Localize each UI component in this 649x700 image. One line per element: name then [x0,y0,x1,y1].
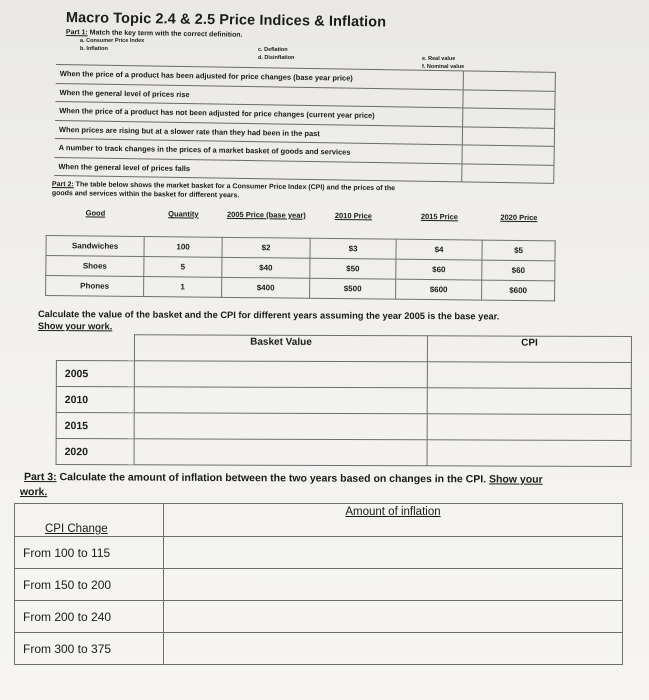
answer-cell[interactable] [462,145,554,164]
table-cell: $60 [396,259,482,280]
part3-instruction [19,470,624,503]
answer-cell[interactable] [462,164,554,183]
cpi-change-label: From 150 to 200 [15,569,164,601]
year-label: 2020 [56,439,134,465]
inflation-row [15,537,623,569]
inflation-answer-cell[interactable] [164,537,623,569]
basket-value-cell[interactable] [134,413,427,440]
calc-instruction [38,308,500,334]
cpi-cell[interactable] [427,388,631,415]
inflation-row [15,633,623,665]
table-cell: Sandwiches [46,236,144,257]
answer-cell[interactable] [464,71,556,90]
inflation-row [15,569,623,601]
answer-cell[interactable] [463,90,555,109]
cpi-change-label: From 200 to 240 [15,601,164,633]
inflation-answer-cell[interactable] [164,633,623,665]
column-header: 2020 Price [500,212,538,223]
cpi-row [56,387,631,415]
basket-value-cell[interactable] [134,387,427,414]
table-cell: $60 [482,260,555,281]
part2-heading: Part 2: [51,180,74,189]
term-b: b. Inflation [80,46,108,52]
table-cell: $600 [482,280,555,301]
cpi-header: CPI [427,336,631,363]
answer-cell[interactable] [463,108,555,127]
basket-value-cell[interactable] [134,439,427,466]
table-cell: 100 [144,237,222,258]
column-header: 2015 Price [420,211,459,222]
definition-text: When prices are rising but at a slower rate than they had been in the past [55,120,463,144]
table-cell: Shoes [46,256,144,277]
basket-value-header: Basket Value [134,335,427,362]
part2-intro-line1: The table below shows the market basket for a Consumer Price Index (CPI) and the prices of the [75,181,396,193]
cpi-header-row [56,335,631,363]
definitions-table [54,64,556,184]
column-header: Quantity [168,209,199,219]
amount-of-inflation-header: Amount of inflation [164,504,623,537]
part3-heading: Part 3: [23,471,57,484]
inflation-answer-cell[interactable] [164,569,623,601]
table-cell: $2 [222,237,310,258]
definition-text: A number to track changes in the prices of a market basket of goods and services [55,139,463,163]
table-cell: $50 [310,258,396,279]
market-basket-table [45,206,556,301]
answer-cell[interactable] [463,127,555,146]
year-label: 2010 [56,387,134,413]
column-header: 2005 Price (base year) [226,209,306,220]
table-cell: $600 [396,279,482,300]
inflation-row [15,601,623,633]
table-row [46,276,555,301]
table-cell: Phones [46,276,144,297]
cpi-cell[interactable] [427,362,631,389]
basket-value-cell[interactable] [134,361,427,388]
cpi-change-header: CPI Change [15,504,164,537]
part1-instruction: Match the key term with the correct definition. [89,29,243,39]
definition-text: When the price of a product has not been adjusted for price changes (current year price) [55,102,463,126]
table-cell: $400 [222,277,310,298]
show-work-label: Show your [488,473,543,486]
column-header: 2010 Price [334,211,373,221]
cpi-row [56,439,631,467]
page-title: Macro Topic 2.4 & 2.5 Price Indices & Inflation [65,10,387,31]
show-work-label: work. [19,485,48,499]
year-label: 2005 [56,361,134,387]
cpi-row [56,413,631,441]
cpi-header-blank [56,335,134,361]
cpi-cell[interactable] [427,440,631,467]
cpi-row [56,361,631,389]
term-f: f. Nominal value [422,64,465,70]
show-work-label: Show your work. [37,320,113,332]
cpi-change-label: From 100 to 115 [15,537,164,569]
part2-intro [52,180,612,205]
column-header: Good [85,208,106,218]
inflation-answer-cell[interactable] [164,601,623,633]
table-cell: $3 [310,238,396,259]
table-cell: 5 [144,257,222,278]
part1-heading: Part 1: [65,28,88,37]
term-c: c. Deflation [258,47,288,53]
calc-line1: Calculate the value of the basket and the CPI for different years assuming the year 2005 is the base year. [37,309,500,322]
table-cell: $500 [310,278,396,299]
cpi-table [56,334,632,467]
inflation-header-row [15,504,623,537]
definition-text: When the general level of prices rise [55,83,463,107]
table-cell: $5 [482,240,555,261]
table-cell: $4 [396,239,482,260]
table-cell: 1 [144,277,222,298]
cpi-change-label: From 300 to 375 [15,633,164,665]
part3-instruction-text: Calculate the amount of inflation between the two years based on changes in the CPI. [59,471,487,486]
table-cell: $40 [222,257,310,278]
part2-intro-line2: goods and services within the basket for different years. [51,189,240,200]
term-e: e. Real value [422,56,456,62]
cpi-cell[interactable] [427,414,631,441]
inflation-table [14,503,623,665]
term-d: d. Disinflation [258,55,295,61]
year-label: 2015 [56,413,134,439]
term-a: a. Consumer Price Index [80,38,145,44]
definition-text: When the general level of prices falls [54,157,462,181]
definition-text: When the price of a product has been adjusted for price changes (base year price) [56,65,464,89]
